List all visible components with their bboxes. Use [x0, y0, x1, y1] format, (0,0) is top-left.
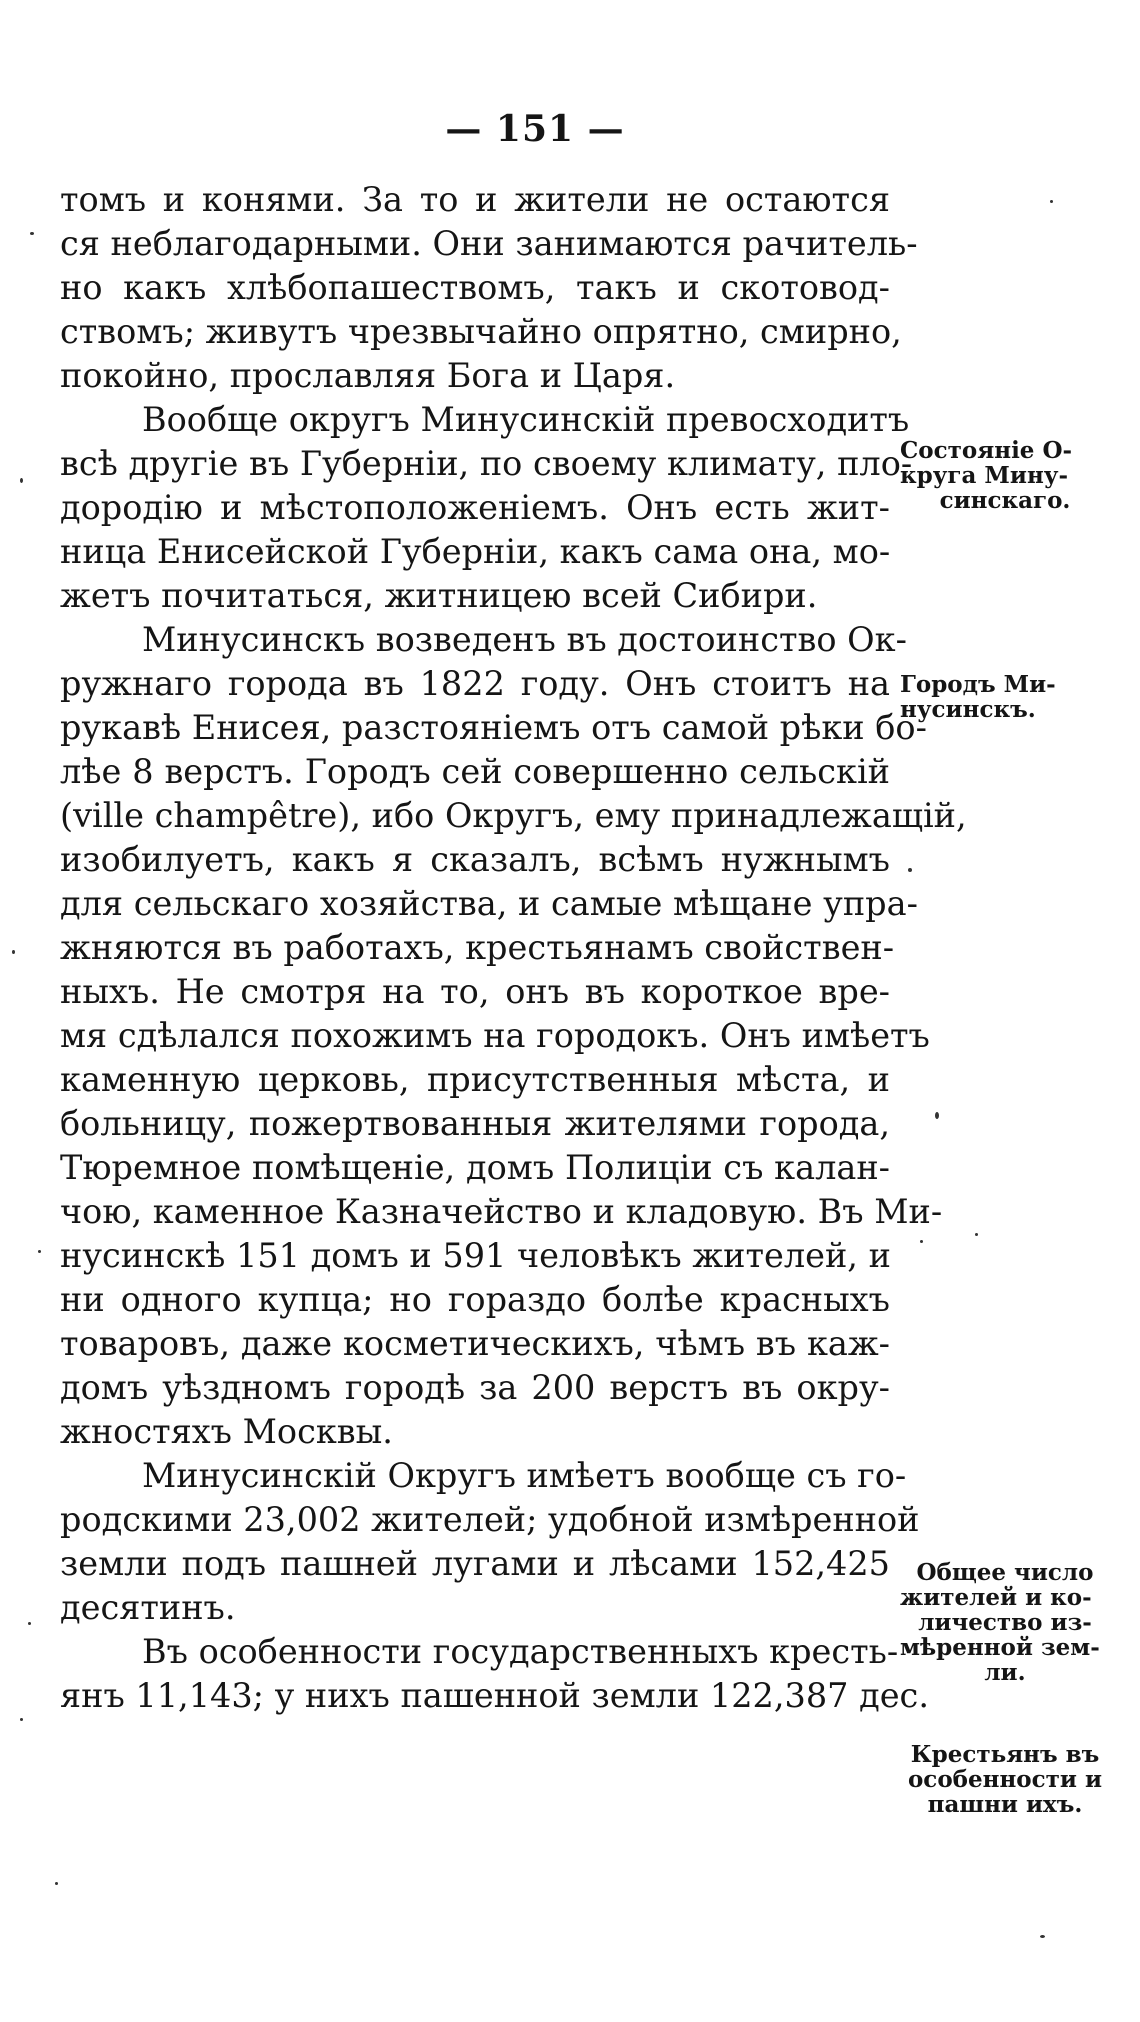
- margin-note-minusinsk-town: [900, 672, 1110, 722]
- margin-note-line: особенности и: [907, 1766, 1103, 1793]
- text-line: чою, каменное Казначейство и кладовую. Въ Ми-: [60, 1192, 943, 1231]
- margin-note-line: синскаго.: [939, 487, 1071, 514]
- margin-note-population: [900, 1560, 1110, 1685]
- margin-note-line: мѣренной зем-: [900, 1634, 1100, 1661]
- text-line: больницу, пожертвованныя жителями города,: [60, 1104, 890, 1143]
- text-line: Вообще округъ Минусинскій превосходитъ: [142, 400, 910, 439]
- text-line: жетъ почитаться, житницею всей Сибири.: [60, 576, 818, 615]
- margin-note-line: круга Мину-: [900, 462, 1069, 489]
- text-line: жностяхъ Москвы.: [60, 1412, 393, 1451]
- text-line: каменную церковь, присутственныя мѣста, и: [60, 1060, 890, 1099]
- text-line: ныхъ. Не смотря на то, онъ въ короткое вре-: [60, 972, 890, 1011]
- page-number-text: — 151 —: [445, 108, 625, 150]
- scan-speck: [908, 868, 912, 872]
- text-line: но какъ хлѣбопашествомъ, такъ и скотовод-: [60, 268, 890, 307]
- scan-speck: [20, 1718, 23, 1721]
- text-line: ся неблагодарными. Они занимаются рачитель-: [60, 224, 918, 263]
- text-line: земли подъ пашней лугами и лѣсами 152,425: [60, 1544, 890, 1583]
- scan-speck: [28, 1622, 31, 1625]
- text-line: ница Енисейской Губерніи, какъ сама она, мо-: [60, 532, 891, 571]
- text-line: нусинскѣ 151 домъ и 591 человѣкъ жителей, и: [60, 1236, 891, 1275]
- text-line: Въ особенности государственныхъ кресть-: [142, 1632, 899, 1671]
- margin-note-line: Крестьянъ въ: [910, 1741, 1100, 1768]
- text-line: янъ 11,143; у нихъ пашенной земли 122,387 дес.: [60, 1676, 929, 1715]
- margin-note-okrug-state: [900, 438, 1110, 513]
- page-number: [0, 108, 1140, 150]
- text-line: ствомъ; живутъ чрезвычайно опрятно, смирно,: [60, 312, 902, 351]
- scan-speck: [12, 950, 15, 954]
- text-line: лѣе 8 верстъ. Городъ сей совершенно сельскій: [60, 752, 890, 791]
- text-line: рукавѣ Енисея, разстояніемъ отъ самой рѣки бо-: [60, 708, 927, 747]
- text-line: родскими 23,002 жителей; удобной измѣренной: [60, 1500, 920, 1539]
- text-line: покойно, прославляя Бога и Царя.: [60, 356, 676, 395]
- text-line: Минусинскъ возведенъ въ достоинство Ок-: [142, 620, 907, 659]
- text-line: мя сдѣлался похожимъ на городокъ. Онъ имѣетъ: [60, 1016, 930, 1055]
- paragraph: [60, 1630, 929, 1718]
- text-line: томъ и конями. За то и жители не остаются: [60, 180, 890, 219]
- scan-speck: [975, 1233, 978, 1236]
- text-line: Тюремное помѣщеніе, домъ Полиціи съ калан-: [60, 1148, 890, 1187]
- margin-note-line: Общее число: [916, 1559, 1094, 1586]
- text-line: дородію и мѣстоположеніемъ. Онъ есть жит-: [60, 488, 890, 527]
- text-line: товаровъ, даже косметическихъ, чѣмъ въ каж-: [60, 1324, 890, 1363]
- text-line: домъ уѣздномъ городѣ за 200 верстъ въ окру-: [60, 1368, 890, 1407]
- paragraph: [60, 618, 967, 1454]
- text-line: десятинъ.: [60, 1588, 236, 1627]
- scan-speck: [30, 232, 34, 235]
- text-line: жняются въ работахъ, крестьянамъ свойствен-: [60, 928, 895, 967]
- margin-note-line: Состояніе О-: [900, 437, 1073, 464]
- scan-speck: [20, 478, 23, 483]
- margin-note-line: жителей и ко-: [900, 1584, 1092, 1611]
- scan-speck: [1040, 1935, 1045, 1938]
- margin-note-line: ли.: [984, 1659, 1026, 1686]
- margin-note-line: нусинскъ.: [900, 696, 1036, 723]
- text-line: (ville champêtre), ибо Округъ, ему принадлежащій,: [60, 796, 967, 835]
- paragraph: [60, 398, 913, 618]
- margin-note-line: Городъ Ми-: [900, 671, 1056, 698]
- scan-speck: [55, 1882, 58, 1885]
- body-text: [60, 178, 967, 1718]
- scan-speck: [935, 1112, 939, 1119]
- text-line: изобилуетъ, какъ я сказалъ, всѣмъ нужнымъ: [60, 840, 890, 879]
- text-line: всѣ другіе въ Губерніи, по своему климату, пло-: [60, 444, 913, 483]
- margin-note-line: пашни ихъ.: [927, 1791, 1083, 1818]
- scan-speck: [38, 1250, 41, 1253]
- text-line: ни одного купца; но гораздо болѣе красныхъ: [60, 1280, 890, 1319]
- paragraph: [60, 1454, 920, 1630]
- margin-note-peasants: [900, 1742, 1110, 1817]
- scan-speck: [1050, 200, 1053, 203]
- text-line: ружнаго города въ 1822 году. Онъ стоитъ на: [60, 664, 890, 703]
- text-line: для сельскаго хозяйства, и самые мѣщане упра-: [60, 884, 918, 923]
- text-line: Минусинскій Округъ имѣетъ вообще съ го-: [142, 1456, 907, 1495]
- margin-note-line: личество из-: [918, 1609, 1092, 1636]
- scan-speck: [920, 1240, 923, 1243]
- paragraph: [60, 178, 918, 398]
